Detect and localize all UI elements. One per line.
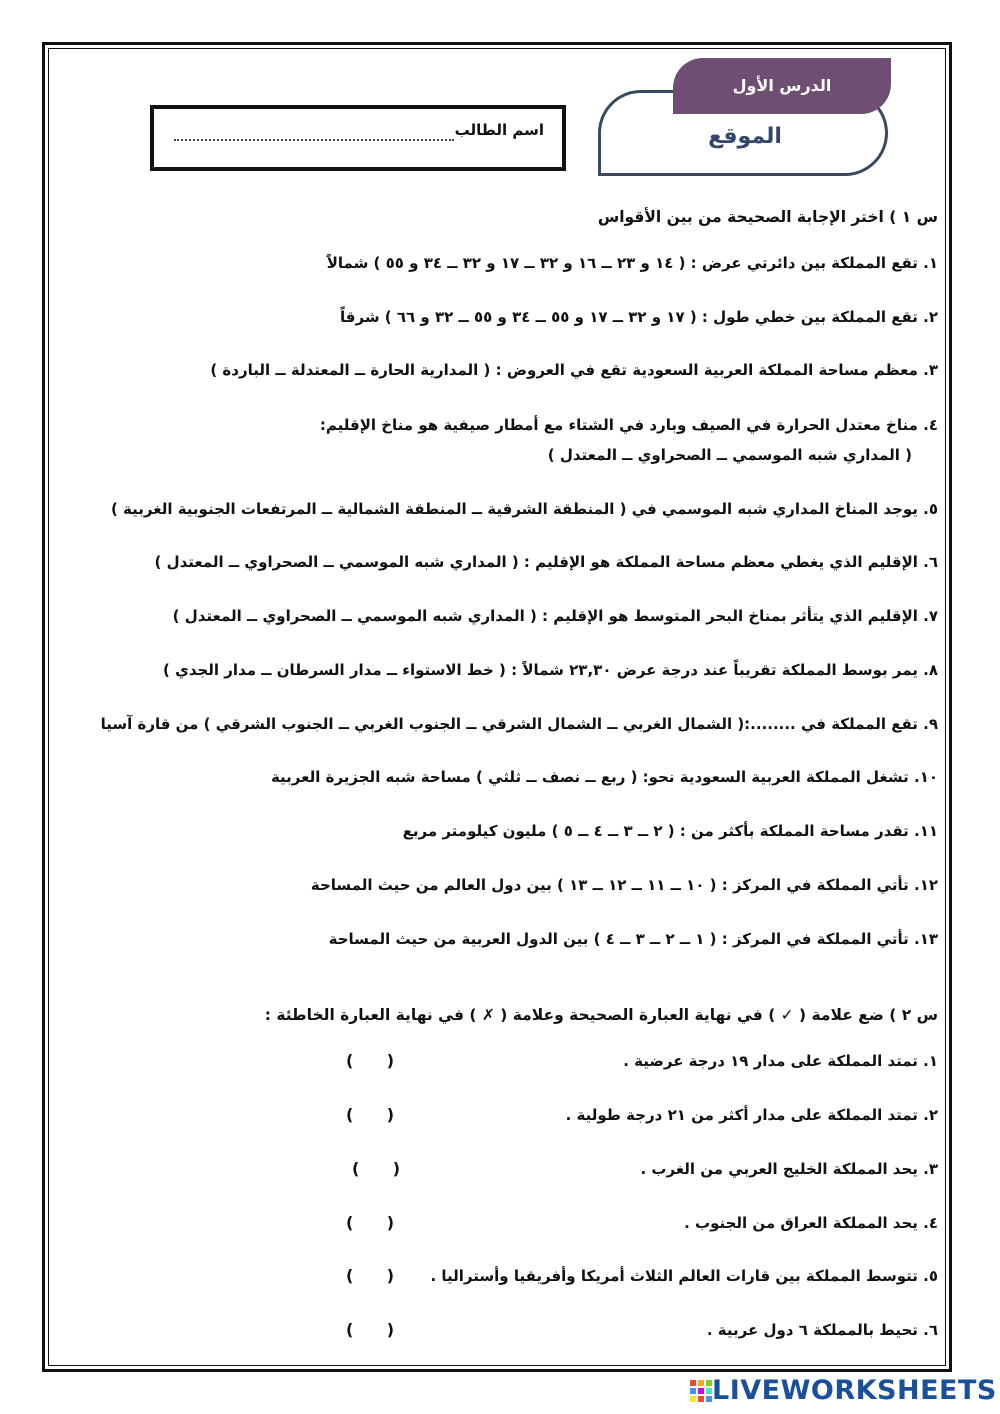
q2-answer-4[interactable]: ( ) [346,1213,395,1232]
q1-item-6: ٦. الإقليم الذي يغطي معظم مساحة المملكة هو الإقليم : ( المداري شبه الموسمي ــ الصحراوي ــ المعتدل ) [154,553,938,571]
q2-item-2: ٢. تمتد المملكة على مدار أكثر من ٢١ درجة طولية . [565,1106,938,1124]
q1-item-13: ١٣. تأتي المملكة في المركز : ( ١ ــ ٢ ــ ٣ ــ ٤ ) بين الدول العربية من حيث المساحة [328,930,938,948]
student-name-box[interactable] [150,105,566,171]
q2-title: س ٢ ) ضع علامة ( ✓ ) في نهاية العبارة الصحيحة وعلامة ( ✗ ) في نهاية العبارة الخاطئة : [264,1006,938,1024]
q2-answer-3[interactable]: ( ) [352,1159,401,1178]
q1-item-7: ٧. الإقليم الذي يتأثر بمناخ البحر المتوسط هو الإقليم : ( المداري شبه الموسمي ــ الصحراوي ــ المعتدل ) [172,607,938,625]
q1-item-12: ١٢. تأتي المملكة في المركز : ( ١٠ ــ ١١ ــ ١٢ ــ ١٣ ) بين دول العالم من حيث المساحة [310,876,938,894]
q1-item-8: ٨. يمر بوسط المملكة تقريباً عند درجة عرض ٢٣,٣٠ شمالاً : ( خط الاستواء ــ مدار السرطان ــ مدار الجدي ) [163,661,938,679]
student-name-label: اسم الطالب [454,121,544,139]
lesson-label: الدرس الأول [673,58,891,114]
q1-item-3: ٣. معظم مساحة المملكة العربية السعودية تقع في العروض : ( المدارية الحارة ــ المعتدلة ــ الباردة ) [210,361,938,379]
q2-item-6: ٦. تحيط بالمملكة ٦ دول عربية . [706,1321,938,1339]
q2-answer-1[interactable]: ( ) [346,1051,395,1070]
liveworksheets-brand: LIVEWORKSHEETS [712,1375,997,1406]
q2-item-1: ١. تمتد المملكة على مدار ١٩ درجة عرضية . [623,1052,938,1070]
q1-item-10: ١٠. تشغل المملكة العربية السعودية نحو: ( ربع ــ نصف ــ ثلثي ) مساحة شبه الجزيرة العربية [270,768,938,786]
q2-item-5: ٥. تتوسط المملكة بين قارات العالم الثلاث أمريكا وأفريقيا وأستراليا . [430,1267,938,1285]
liveworksheets-logo-icon [690,1380,712,1402]
q1-item-4-options: ( المداري شبه الموسمي ــ الصحراوي ــ المعتدل ) [547,446,912,464]
q1-item-2: ٢. تقع المملكة بين خطي طول : ( ١٧ و ٣٢ ــ ١٧ و ٥٥ ــ ٣٤ و ٥٥ ــ ٣٢ و ٦٦ ) شرقاً [340,308,938,326]
q1-title: س ١ ) اختر الإجابة الصحيحة من بين الأقواس [597,208,938,226]
q2-answer-2[interactable]: ( ) [346,1105,395,1124]
liveworksheets-footer[interactable] [690,1374,997,1408]
q2-answer-6[interactable]: ( ) [346,1320,395,1339]
q2-answer-5[interactable]: ( ) [346,1266,395,1285]
q1-item-4: ٤. مناخ معتدل الحرارة في الصيف وبارد في الشتاء مع أمطار صيفية هو مناخ الإقليم: [319,416,938,434]
q1-item-9: ٩. تقع المملكة في ........:( الشمال الغربي ــ الشمال الشرقي ــ الجنوب الغربي ــ الجنوب الشرقي ) من قارة آسيا [100,715,938,733]
q2-item-4: ٤. يحد المملكة العراق من الجنوب . [684,1214,938,1232]
q2-item-3: ٣. يحد المملكة الخليج العربي من الغرب . [640,1160,938,1178]
lesson-topic: الموقع [708,124,782,149]
q1-item-5: ٥. يوجد المناخ المداري شبه الموسمي في ( المنطقة الشرقية ــ المنطقة الشمالية ــ المرتفعات الجنوبية الغربية ) [110,500,938,518]
student-name-field[interactable] [174,139,454,141]
q1-item-11: ١١. تقدر مساحة المملكة بأكثر من : ( ٢ ــ ٣ ــ ٤ ــ ٥ ) مليون كيلومتر مربع [402,822,938,840]
q1-item-1: ١. تقع المملكة بين دائرتي عرض : ( ١٤ و ٢٣ ــ ١٦ و ٣٢ ــ ١٧ و ٣٢ ــ ٣٤ و ٥٥ ) شمالاً [326,254,938,272]
